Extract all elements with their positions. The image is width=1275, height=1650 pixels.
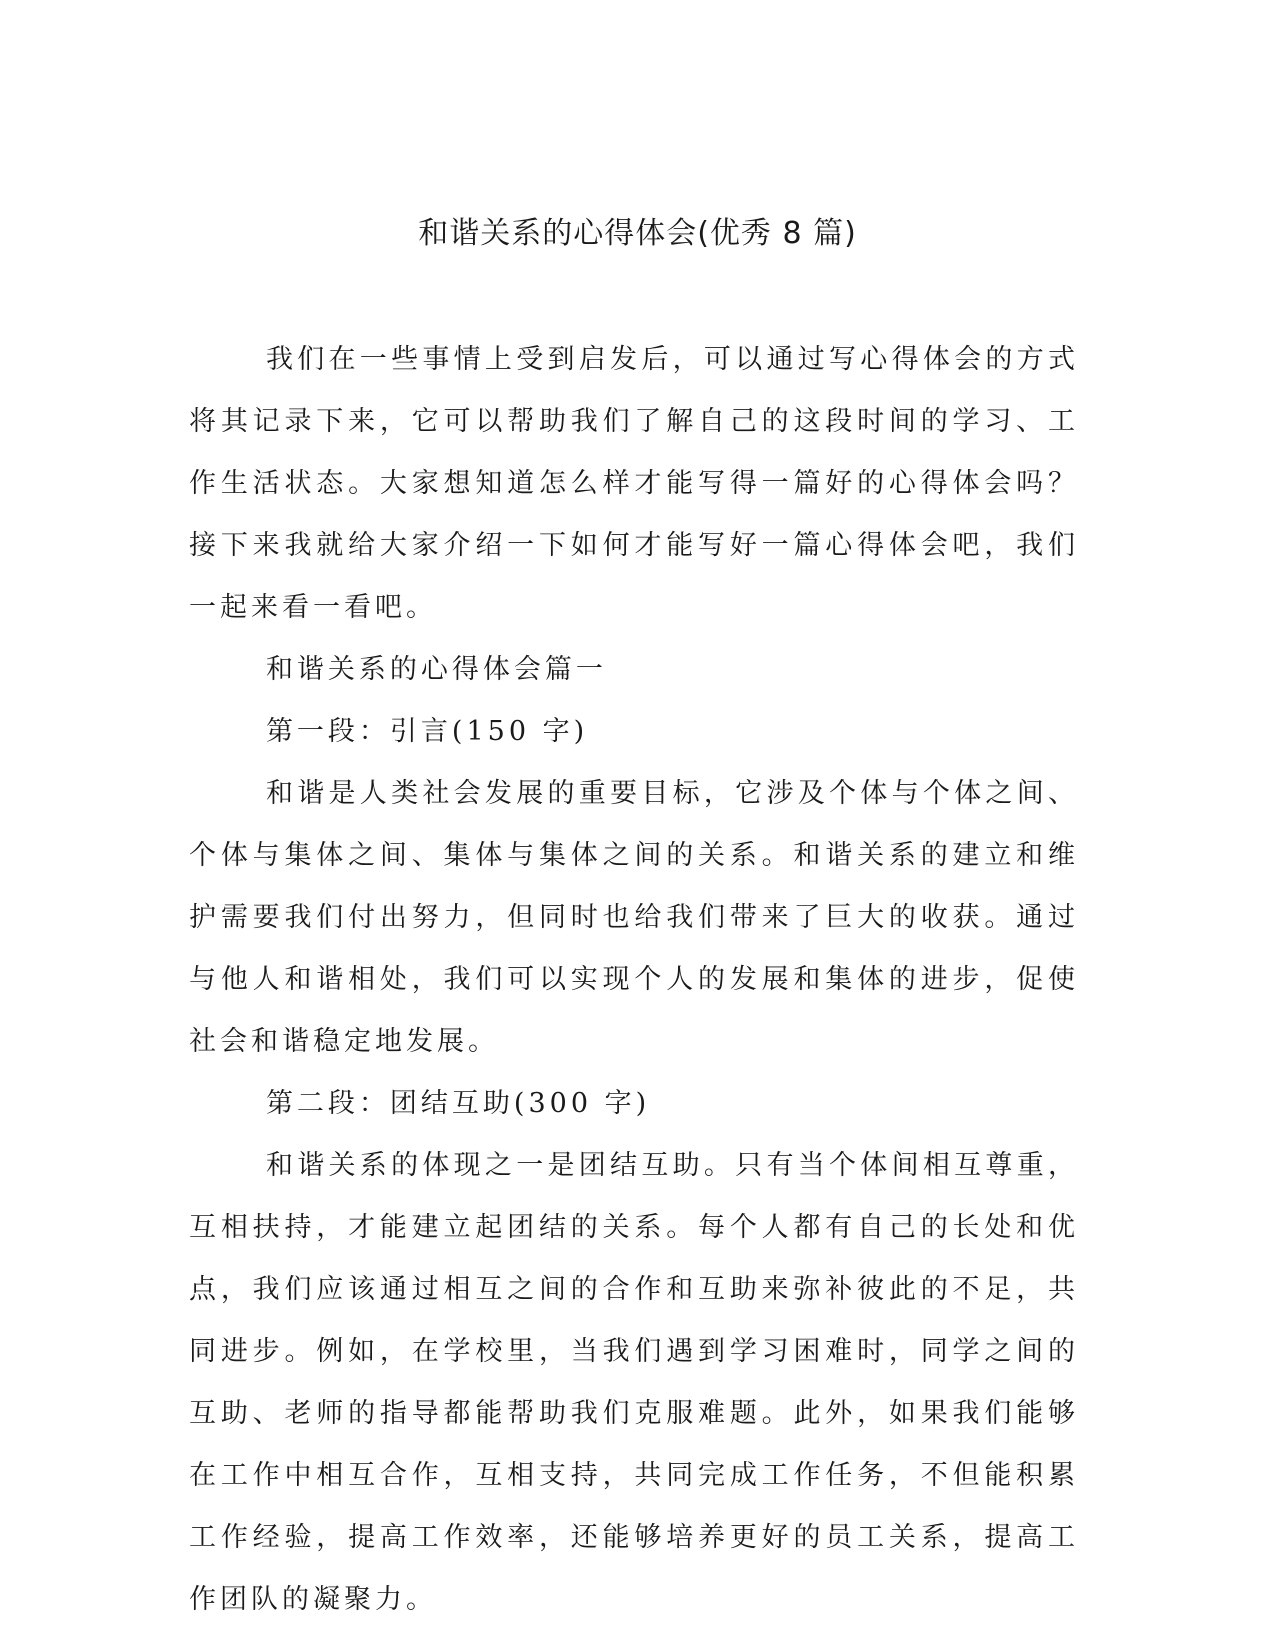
- body-paragraph: 和谐是人类社会发展的重要目标，它涉及个体与个体之间、个体与集体之间、集体与集体之间的关系。和谐关系的建立和维护需要我们付出努力，但同时也给我们带来了巨大的收获。通过与他人和谐相处，我们可以实现个人的发展和集体的进步，促使社会和谐稳定地发展。: [189, 778, 1079, 1057]
- section-heading: 和谐关系的心得体会篇一: [265, 654, 607, 685]
- document-title: 和谐关系的心得体会(优秀 8 篇): [418, 216, 857, 251]
- document-body: [189, 329, 1079, 1631]
- subsection-heading: 第一段：引言(150 字): [265, 716, 589, 747]
- body-paragraph: 和谐关系的体现之一是团结互助。只有当个体间相互尊重，互相扶持，才能建立起团结的关系。每个人都有自己的长处和优点，我们应该通过相互之间的合作和互助来弥补彼此的不足，共同进步。例如，在学校里，当我们遇到学习困难时，同学之间的互助、老师的指导都能帮助我们克服难题。此外，如果我们能够在工作中相互合作，互相支持，共同完成工作任务，不但能积累工作经验，提高工作效率，还能够培养更好的员工关系，提高工作团队的凝聚力。: [189, 1150, 1079, 1615]
- subsection-heading: 第二段：团结互助(300 字): [265, 1088, 651, 1119]
- intro-paragraph: 我们在一些事情上受到启发后，可以通过写心得体会的方式将其记录下来，它可以帮助我们了解自己的这段时间的学习、工作生活状态。大家想知道怎么样才能写得一篇好的心得体会吗？接下来我就给大家介绍一下如何才能写好一篇心得体会吧，我们一起来看一看吧。: [189, 344, 1079, 623]
